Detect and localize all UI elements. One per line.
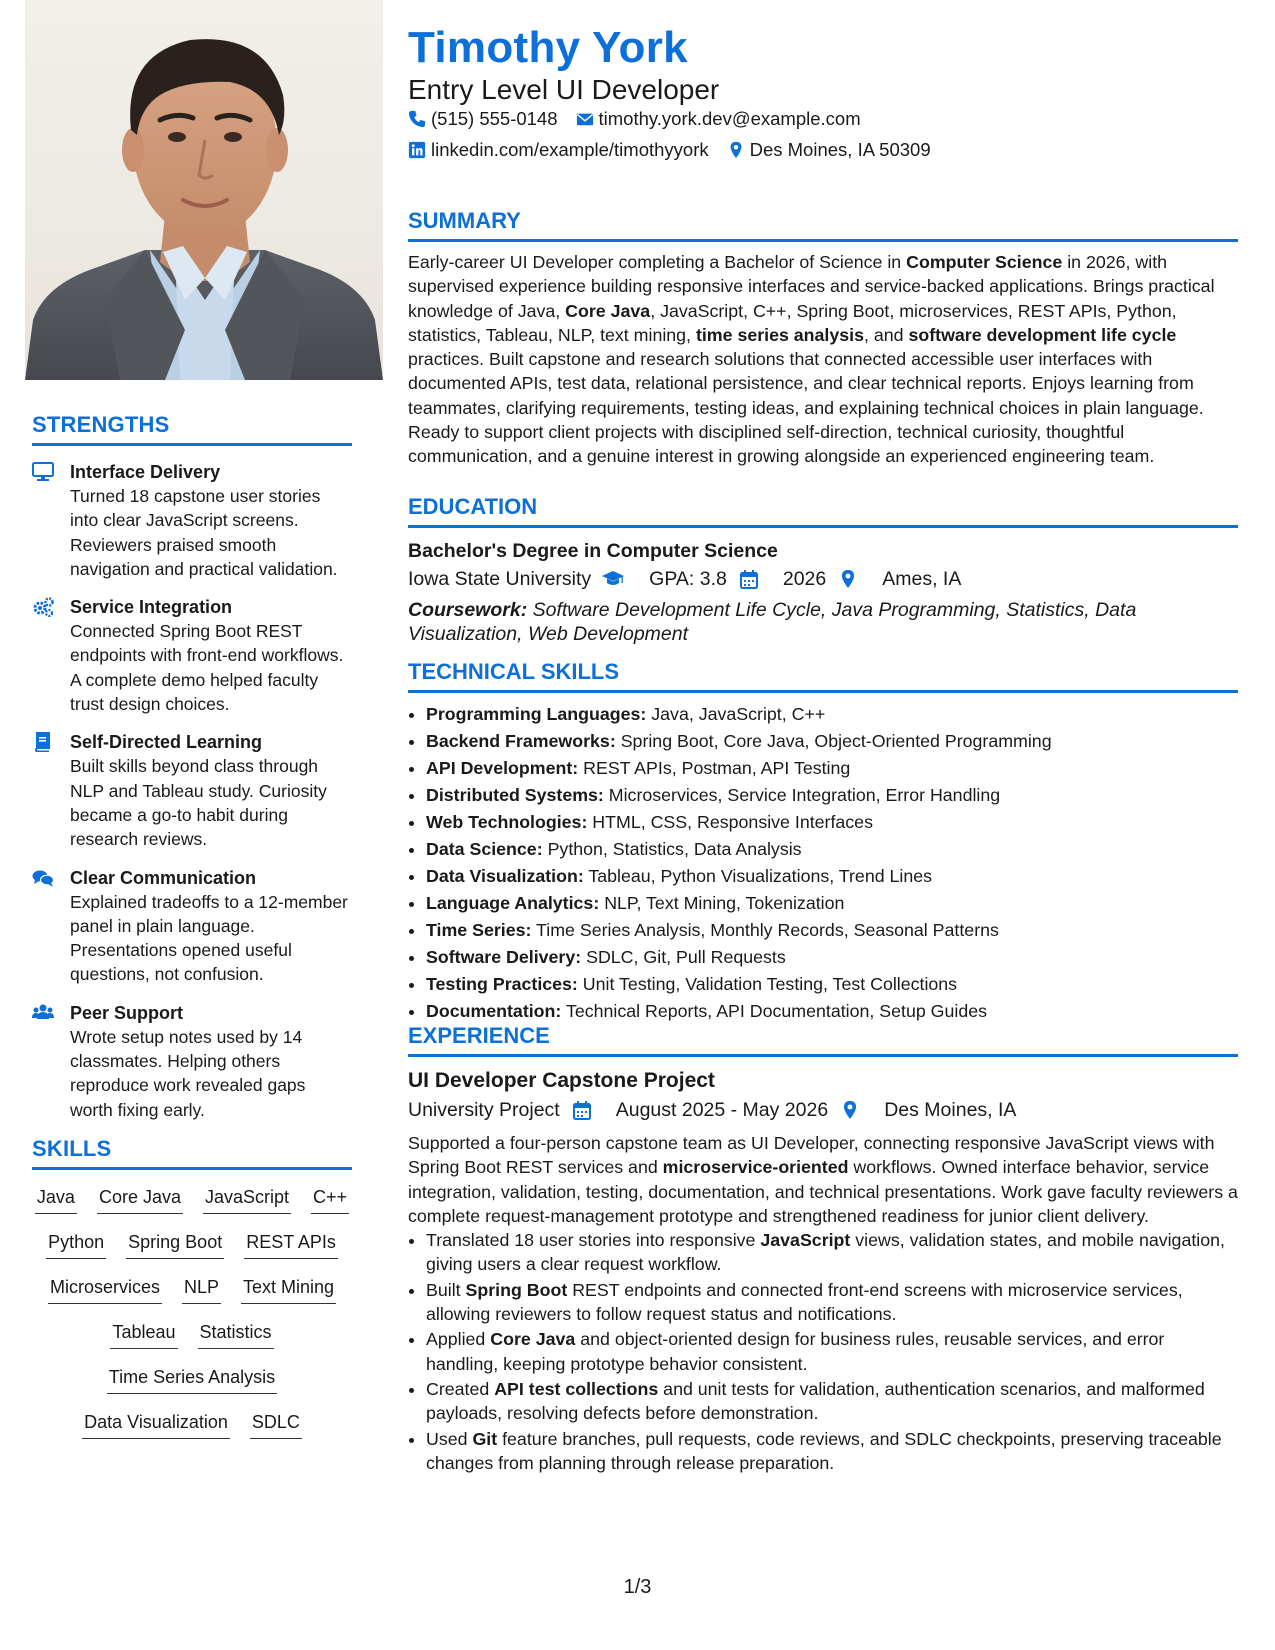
strength-description: Connected Spring Boot REST endpoints with front-end workflows. A complete demo helped faculty trust design choices. bbox=[70, 621, 344, 715]
org-name: University Project bbox=[408, 1099, 560, 1121]
candidate-title: Entry Level UI Developer bbox=[408, 74, 720, 105]
text-run: in 2026, with supervised experience building responsive interfaces and service-backed applications. Brings practical knowledge of Java, bbox=[408, 252, 1215, 321]
email-contact[interactable] bbox=[576, 108, 861, 130]
technical-skills-heading: TECHNICAL SKILLS bbox=[408, 659, 1238, 693]
text-run: feature branches, pull requests, code reviews, and SDLC checkpoints, preserving traceable changes from planning through release preparation. bbox=[426, 1428, 1222, 1473]
text-run: REST endpoints and connected front-end screens with microservice services, allowing reviewers to follow request status and notifications. bbox=[426, 1279, 1183, 1325]
experience-section bbox=[408, 1023, 1238, 1476]
strength-description: Turned 18 capstone user stories into clear JavaScript screens. Reviewers praised smooth navigation and practical validation. bbox=[70, 486, 338, 579]
education-heading: EDUCATION bbox=[408, 494, 1238, 528]
monitor-icon bbox=[32, 460, 70, 581]
book-icon bbox=[32, 730, 70, 851]
location-text: Des Moines, IA 50309 bbox=[749, 139, 931, 160]
skill-tag: C++ bbox=[311, 1184, 349, 1214]
text-run: Translated 18 user stories into responsive bbox=[426, 1230, 761, 1251]
text-run: , and bbox=[863, 324, 909, 345]
contact-row bbox=[408, 108, 879, 130]
comments-icon bbox=[32, 866, 70, 987]
text-run: Applied bbox=[426, 1329, 491, 1350]
location-contact bbox=[727, 139, 931, 161]
bold-phrase: Spring Boot bbox=[465, 1279, 568, 1300]
gpa-text: GPA: 3.8 bbox=[649, 568, 727, 590]
strength-title: Clear Communication bbox=[70, 867, 257, 888]
school-name: Iowa State University bbox=[408, 568, 592, 590]
skill-tag: Core Java bbox=[97, 1184, 183, 1214]
phone-contact[interactable] bbox=[408, 108, 558, 130]
page-number: 1/3 bbox=[623, 1576, 652, 1598]
degree-title: Bachelor's Degree in Computer Science bbox=[408, 540, 778, 562]
technical-skill-item bbox=[426, 863, 1238, 890]
experience-bullet bbox=[426, 1278, 1238, 1327]
calendar-icon bbox=[572, 1100, 592, 1120]
phone-text: (515) 555-0148 bbox=[431, 108, 558, 129]
skill-values: Unit Testing, Validation Testing, Test Collections bbox=[577, 974, 958, 994]
job-meta bbox=[408, 1095, 1238, 1125]
skill-row bbox=[32, 1364, 352, 1409]
experience-bullet bbox=[426, 1427, 1238, 1476]
skill-tag: Tableau bbox=[110, 1319, 177, 1349]
strength-description: Explained tradeoffs to a 12-member panel in plain language. Presentations opened useful questions, not confusion. bbox=[70, 891, 348, 985]
school bbox=[408, 564, 635, 594]
text-run: Built bbox=[426, 1279, 466, 1300]
map-pin-icon bbox=[840, 1100, 860, 1120]
dates-text: August 2025 - May 2026 bbox=[615, 1099, 829, 1121]
skill-tag: REST APIs bbox=[244, 1229, 338, 1259]
skill-tag: Time Series Analysis bbox=[107, 1364, 277, 1394]
skills-section bbox=[32, 1136, 352, 1454]
skill-values: Spring Boot, Core Java, Object-Oriented Programming bbox=[615, 731, 1052, 751]
technical-skill-item bbox=[426, 917, 1238, 944]
skill-row bbox=[32, 1409, 352, 1454]
strengths-heading: STRENGTHS bbox=[32, 412, 352, 446]
text-run: and object-oriented design for business rules, reusable services, and error handling, keeping prototype behavior consistent. bbox=[426, 1329, 1165, 1374]
contact-row bbox=[408, 139, 949, 161]
skill-tags bbox=[32, 1184, 352, 1454]
strength-title: Peer Support bbox=[70, 1002, 184, 1023]
skill-category: Data Visualization: bbox=[426, 866, 584, 886]
technical-skill-item bbox=[426, 998, 1238, 1025]
strength-item bbox=[32, 1001, 352, 1122]
skill-category: Distributed Systems: bbox=[426, 785, 604, 805]
skill-category: Documentation: bbox=[426, 1001, 562, 1021]
gpa bbox=[649, 564, 769, 594]
technical-skill-item bbox=[426, 971, 1238, 998]
map-pin-icon bbox=[838, 569, 858, 589]
summary-section bbox=[408, 208, 1238, 469]
strength-item bbox=[32, 595, 352, 716]
technical-skill-item bbox=[426, 836, 1238, 863]
text-run: practices. Built capstone and research solutions that connected accessible user interfaces with documented APIs, test data, relational persistence, and clear technical reports. Enjoys learning from teammates, clarifying requirements, testing ideas, and explaining technical choices in plain language. Ready to support client projects with disciplined self-direction, technical curiosity, thoughtful communication, and a genuine interest in growing alongside an experienced engineering team. bbox=[408, 349, 1204, 467]
technical-skill-item bbox=[426, 944, 1238, 971]
strength-title: Self-Directed Learning bbox=[70, 732, 263, 753]
skill-category: Web Technologies: bbox=[426, 812, 588, 832]
skill-row bbox=[32, 1274, 352, 1319]
technical-skill-item bbox=[426, 809, 1238, 836]
skill-tag: Python bbox=[46, 1229, 106, 1259]
bold-phrase: microservice-oriented bbox=[662, 1157, 849, 1178]
bold-phrase: software development life cycle bbox=[908, 324, 1177, 345]
graduation-year bbox=[783, 564, 868, 594]
strengths-section bbox=[32, 412, 352, 1122]
experience-bullets bbox=[408, 1228, 1238, 1475]
skill-values: Python, Statistics, Data Analysis bbox=[542, 839, 802, 859]
bold-phrase: API test collections bbox=[494, 1378, 659, 1399]
bold-phrase: Git bbox=[472, 1428, 498, 1449]
skill-tag: NLP bbox=[182, 1274, 221, 1304]
map-pin-icon bbox=[727, 141, 745, 159]
skill-row bbox=[32, 1184, 352, 1229]
skill-values: Technical Reports, API Documentation, Setup Guides bbox=[561, 1001, 988, 1021]
organization bbox=[408, 1095, 602, 1125]
experience-bullet bbox=[426, 1377, 1238, 1426]
coursework bbox=[408, 598, 1238, 646]
skill-category: Software Delivery: bbox=[426, 947, 582, 967]
skill-tag: Microservices bbox=[48, 1274, 162, 1304]
job-title: UI Developer Capstone Project bbox=[408, 1069, 715, 1092]
skill-tag: Text Mining bbox=[241, 1274, 336, 1304]
gears-icon bbox=[32, 595, 70, 716]
text-run: Supported a four-person capstone team as UI Developer, connecting responsive JavaScript views with Spring Boot REST services and bbox=[408, 1133, 1215, 1178]
skill-category: Time Series: bbox=[426, 920, 532, 940]
strength-item bbox=[32, 460, 352, 581]
skill-row bbox=[32, 1229, 352, 1274]
skill-category: Programming Languages: bbox=[426, 704, 647, 724]
technical-skills-section bbox=[408, 659, 1238, 1025]
skill-values: REST APIs, Postman, API Testing bbox=[578, 758, 851, 778]
text-run: and unit tests for validation, authentication scenarios, and malformed payloads, resolving defects before demonstration. bbox=[426, 1378, 1205, 1424]
linkedin-icon bbox=[408, 141, 426, 159]
skill-tag: JavaScript bbox=[203, 1184, 291, 1214]
strength-item bbox=[32, 730, 352, 851]
profile-photo bbox=[25, 0, 383, 380]
email-text: timothy.york.dev@example.com bbox=[598, 108, 861, 129]
technical-skill-item bbox=[426, 782, 1238, 809]
skill-row bbox=[32, 1319, 352, 1364]
calendar-icon bbox=[739, 569, 759, 589]
phone-icon bbox=[408, 110, 426, 128]
experience-intro bbox=[408, 1131, 1238, 1228]
strength-item bbox=[32, 866, 352, 987]
skill-values: Java, JavaScript, C++ bbox=[646, 704, 826, 724]
bold-phrase: Computer Science bbox=[906, 252, 1063, 272]
bold-phrase: JavaScript bbox=[760, 1230, 851, 1251]
skill-category: Backend Frameworks: bbox=[426, 731, 616, 751]
linkedin-contact[interactable] bbox=[408, 139, 709, 161]
technical-skills-list bbox=[408, 701, 1238, 1025]
users-icon bbox=[32, 1001, 70, 1122]
experience-bullet bbox=[426, 1228, 1238, 1277]
strength-title: Interface Delivery bbox=[70, 462, 221, 482]
skill-values: Tableau, Python Visualizations, Trend Lines bbox=[583, 866, 933, 886]
school-location: Ames, IA bbox=[882, 568, 962, 590]
strength-description: Wrote setup notes used by 14 classmates. Helping others reproduce work revealed gaps worth fixing early. bbox=[70, 1026, 306, 1120]
skills-heading: SKILLS bbox=[32, 1136, 352, 1170]
bold-phrase: Core Java bbox=[490, 1329, 576, 1350]
year-text: 2026 bbox=[782, 568, 827, 590]
text-run: Early-career UI Developer completing a Bachelor of Science in bbox=[408, 252, 907, 272]
coursework-text: Software Development Life Cycle, Java Programming, Statistics, Data Visualization, Web Development bbox=[408, 599, 1137, 645]
left-column bbox=[0, 0, 375, 1650]
text-run: Used bbox=[426, 1428, 473, 1449]
summary-heading: SUMMARY bbox=[408, 208, 1238, 242]
text-run: workflows. Owned interface behavior, service integration, validation, testing, documentation, and technical presentations. Work gave faculty reviewers a complete request-management prototype and strengthened readiness for junior client delivery. bbox=[408, 1157, 1238, 1226]
skill-values: SDLC, Git, Pull Requests bbox=[581, 947, 786, 967]
candidate-name: Timothy York bbox=[408, 23, 688, 72]
linkedin-text: linkedin.com/example/timothyyork bbox=[431, 139, 709, 160]
bold-phrase: Core Java bbox=[565, 300, 651, 321]
skill-values: NLP, Text Mining, Tokenization bbox=[599, 893, 845, 913]
experience-heading: EXPERIENCE bbox=[408, 1023, 1238, 1057]
envelope-icon bbox=[576, 110, 594, 128]
technical-skill-item bbox=[426, 890, 1238, 917]
skill-tag: SDLC bbox=[250, 1409, 302, 1439]
text-run: , JavaScript, C++, Spring Boot, microservices, REST APIs, Python, statistics, Tableau, NLP, text mining, bbox=[408, 300, 1177, 345]
skill-values: HTML, CSS, Responsive Interfaces bbox=[587, 812, 873, 832]
strength-title: Service Integration bbox=[70, 597, 233, 618]
coursework-label: Coursework: bbox=[408, 599, 528, 621]
skill-values: Microservices, Service Integration, Error Handling bbox=[603, 785, 1001, 805]
skill-tag: Java bbox=[35, 1184, 77, 1214]
skill-values: Time Series Analysis, Monthly Records, Seasonal Patterns bbox=[531, 920, 999, 940]
technical-skill-item bbox=[426, 755, 1238, 782]
education-section bbox=[408, 494, 1238, 646]
portrait-illustration bbox=[25, 0, 383, 380]
technical-skill-item bbox=[426, 728, 1238, 755]
skill-category: Data Science: bbox=[426, 839, 543, 859]
job-location: Des Moines, IA bbox=[884, 1099, 1017, 1121]
technical-skill-item bbox=[426, 701, 1238, 728]
experience-bullet bbox=[426, 1327, 1238, 1376]
skill-category: API Development: bbox=[426, 758, 579, 778]
job-dates bbox=[616, 1095, 870, 1125]
skill-category: Language Analytics: bbox=[426, 893, 600, 913]
text-run: views, validation states, and mobile navigation, giving users a clear request workflow. bbox=[426, 1230, 1225, 1275]
skill-tag: Statistics bbox=[198, 1319, 274, 1349]
skill-category: Testing Practices: bbox=[426, 974, 578, 994]
summary-text bbox=[408, 250, 1238, 469]
strength-description: Built skills beyond class through NLP and Tableau study. Curiosity became a go-to habit during research reviews. bbox=[70, 756, 327, 850]
bold-phrase: time series analysis bbox=[695, 324, 864, 345]
education-meta bbox=[408, 564, 1238, 594]
text-run: Created bbox=[426, 1378, 495, 1399]
skill-tag: Data Visualization bbox=[82, 1409, 230, 1439]
skill-tag: Spring Boot bbox=[126, 1229, 224, 1259]
graduation-cap-icon bbox=[601, 569, 625, 589]
